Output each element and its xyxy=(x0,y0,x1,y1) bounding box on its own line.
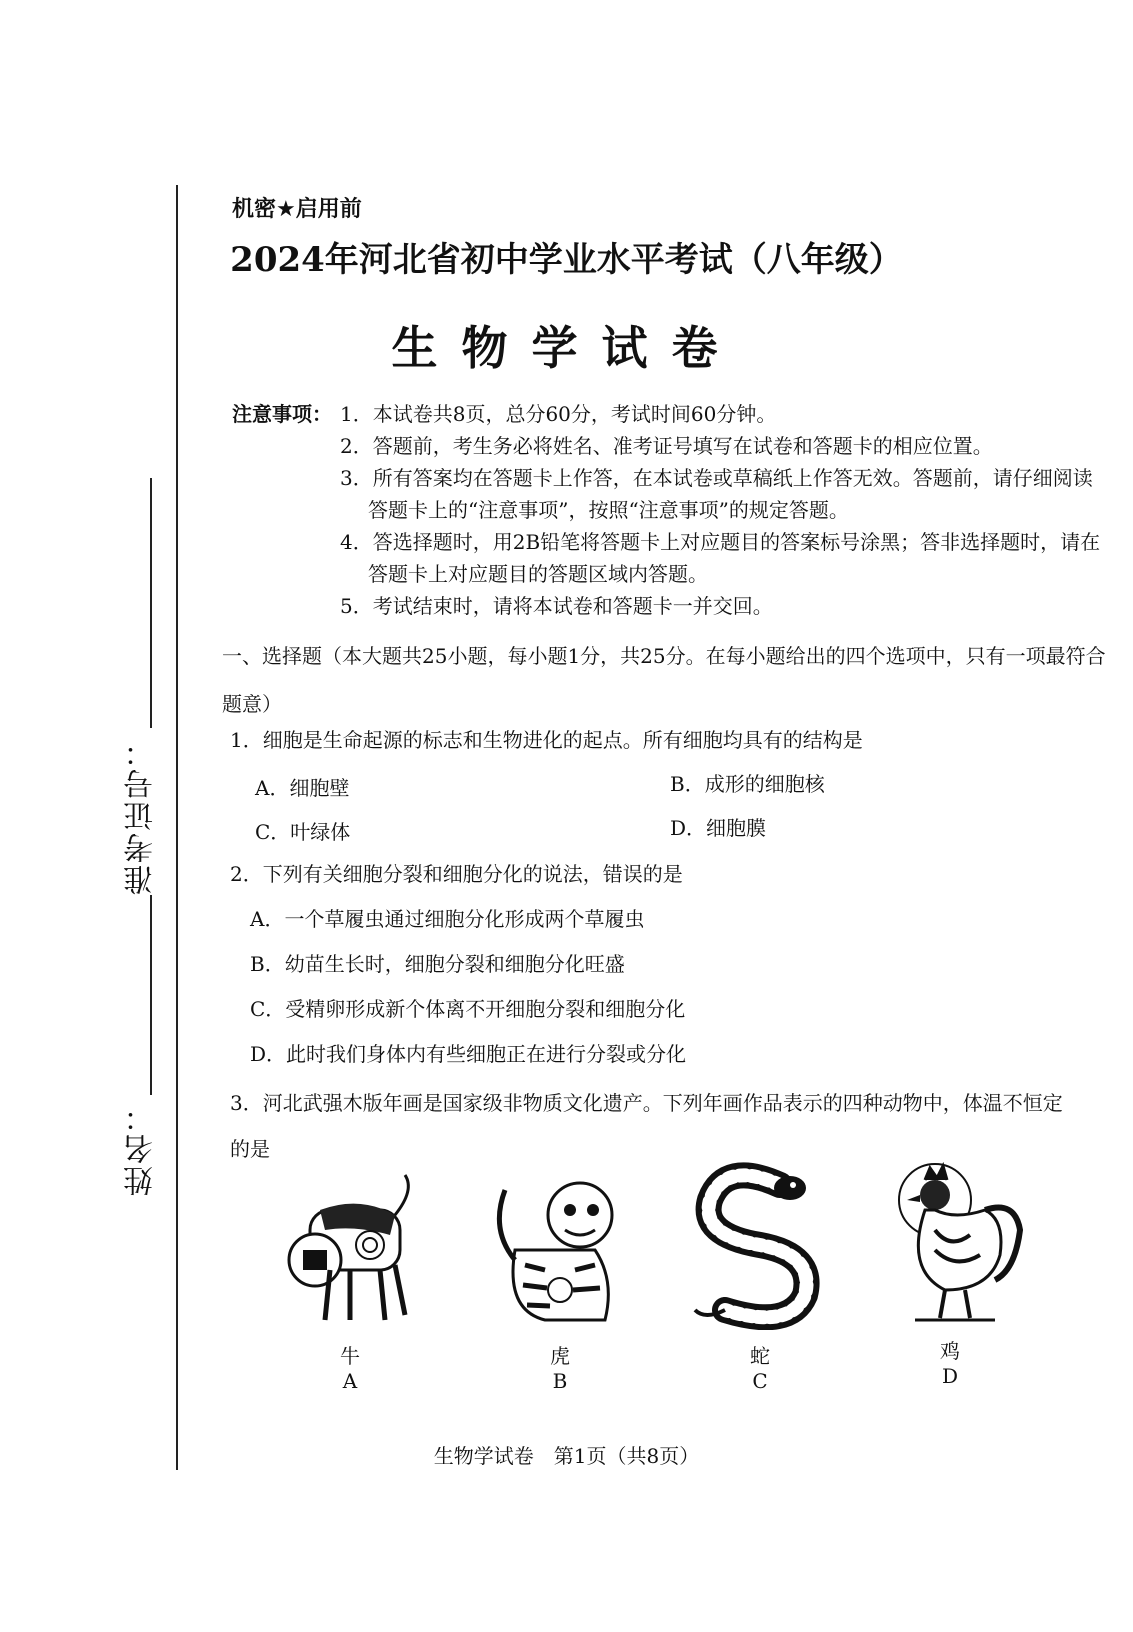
exam-id-label: 准考证号： xyxy=(124,735,159,895)
figure-snake-letter: C xyxy=(752,1369,768,1393)
confidential-mark: 机密★启用前 xyxy=(232,197,362,222)
note-item: 4．答选择题时，用2B铅笔将答题卡上对应题目的答案标号涂黑；答非选择题时，请在答题卡上对应题目的答题区域内答题。 xyxy=(340,530,1101,586)
note-item: 3．所有答案均在答题卡上作答，在本试卷或草稿纸上作答无效。答题前，请仔细阅读答题卡上的“注意事项”，按照“注意事项”的规定答题。 xyxy=(340,466,1093,522)
question-1-stem: 1．细胞是生命起源的标志和生物进化的起点。所有细胞均具有的结构是 xyxy=(230,728,863,752)
figure-rooster-name: 鸡 xyxy=(940,1339,960,1363)
question-2-option-b[interactable]: B．幼苗生长时，细胞分裂和细胞分化旺盛 xyxy=(250,952,625,976)
note-item: 1．本试卷共8页，总分60分，考试时间60分钟。 xyxy=(340,402,777,426)
figure-rooster-letter: D xyxy=(941,1364,959,1388)
question-1-option-c[interactable]: C．叶绿体 xyxy=(255,820,351,844)
question-2-option-a[interactable]: A．一个草履虫通过细胞分化形成两个草履虫 xyxy=(250,907,645,931)
figure-snake-name: 蛇 xyxy=(750,1344,770,1368)
page-footer: 生物学试卷 第1页（共8页） xyxy=(433,1444,700,1468)
section-heading: 一、选择题（本大题共25小题，每小题1分，共25分。在每小题给出的四个选项中，只有一项最符合题意） xyxy=(222,644,1106,716)
subject-title: 生物学试卷 xyxy=(391,321,742,375)
figure-ox-letter: A xyxy=(342,1369,358,1393)
note-item: 2．答题前，考生务必将姓名、准考证号填写在试卷和答题卡的相应位置。 xyxy=(340,434,993,458)
figure-rooster[interactable] xyxy=(870,1160,1030,1388)
figure-tiger-name: 虎 xyxy=(550,1344,570,1368)
figure-tiger-letter: B xyxy=(552,1369,568,1393)
rooster-woodcut-icon xyxy=(875,1160,1025,1325)
figure-tiger[interactable] xyxy=(480,1170,640,1393)
figure-ox-name: 牛 xyxy=(340,1344,360,1368)
tiger-woodcut-icon xyxy=(485,1170,635,1330)
question-3-stem: 3．河北武强木版年画是国家级非物质文化遗产。下列年画作品表示的四种动物中，体温不恒定的是 xyxy=(230,1091,1063,1161)
question-2-option-d[interactable]: D．此时我们身体内有些细胞正在进行分裂或分化 xyxy=(250,1042,687,1066)
notes-block xyxy=(232,398,1112,622)
question-1-option-a[interactable]: A．细胞壁 xyxy=(255,776,350,800)
exam-title: 2024年河北省初中学业水平考试（八年级） xyxy=(230,240,903,280)
figure-ox[interactable] xyxy=(270,1170,430,1393)
figure-snake[interactable] xyxy=(680,1160,840,1393)
name-label: 姓名： xyxy=(124,1100,159,1196)
snake-woodcut-icon xyxy=(685,1160,835,1330)
question-1-option-b[interactable]: B．成形的细胞核 xyxy=(670,772,825,796)
note-item: 5．考试结束时，请将本试卷和答题卡一并交回。 xyxy=(340,594,773,618)
question-2-stem: 2．下列有关细胞分裂和细胞分化的说法，错误的是 xyxy=(230,862,683,886)
name-blank-line[interactable] xyxy=(150,895,152,1095)
question-2-option-c[interactable]: C．受精卵形成新个体离不开细胞分裂和细胞分化 xyxy=(250,997,686,1021)
exam-id-blank-line[interactable] xyxy=(150,478,152,728)
ox-woodcut-icon xyxy=(275,1170,425,1330)
notes-heading: 注意事项： xyxy=(232,402,332,426)
question-1-option-d[interactable]: D．细胞膜 xyxy=(670,816,767,840)
question-3-figures xyxy=(270,1160,1040,1410)
